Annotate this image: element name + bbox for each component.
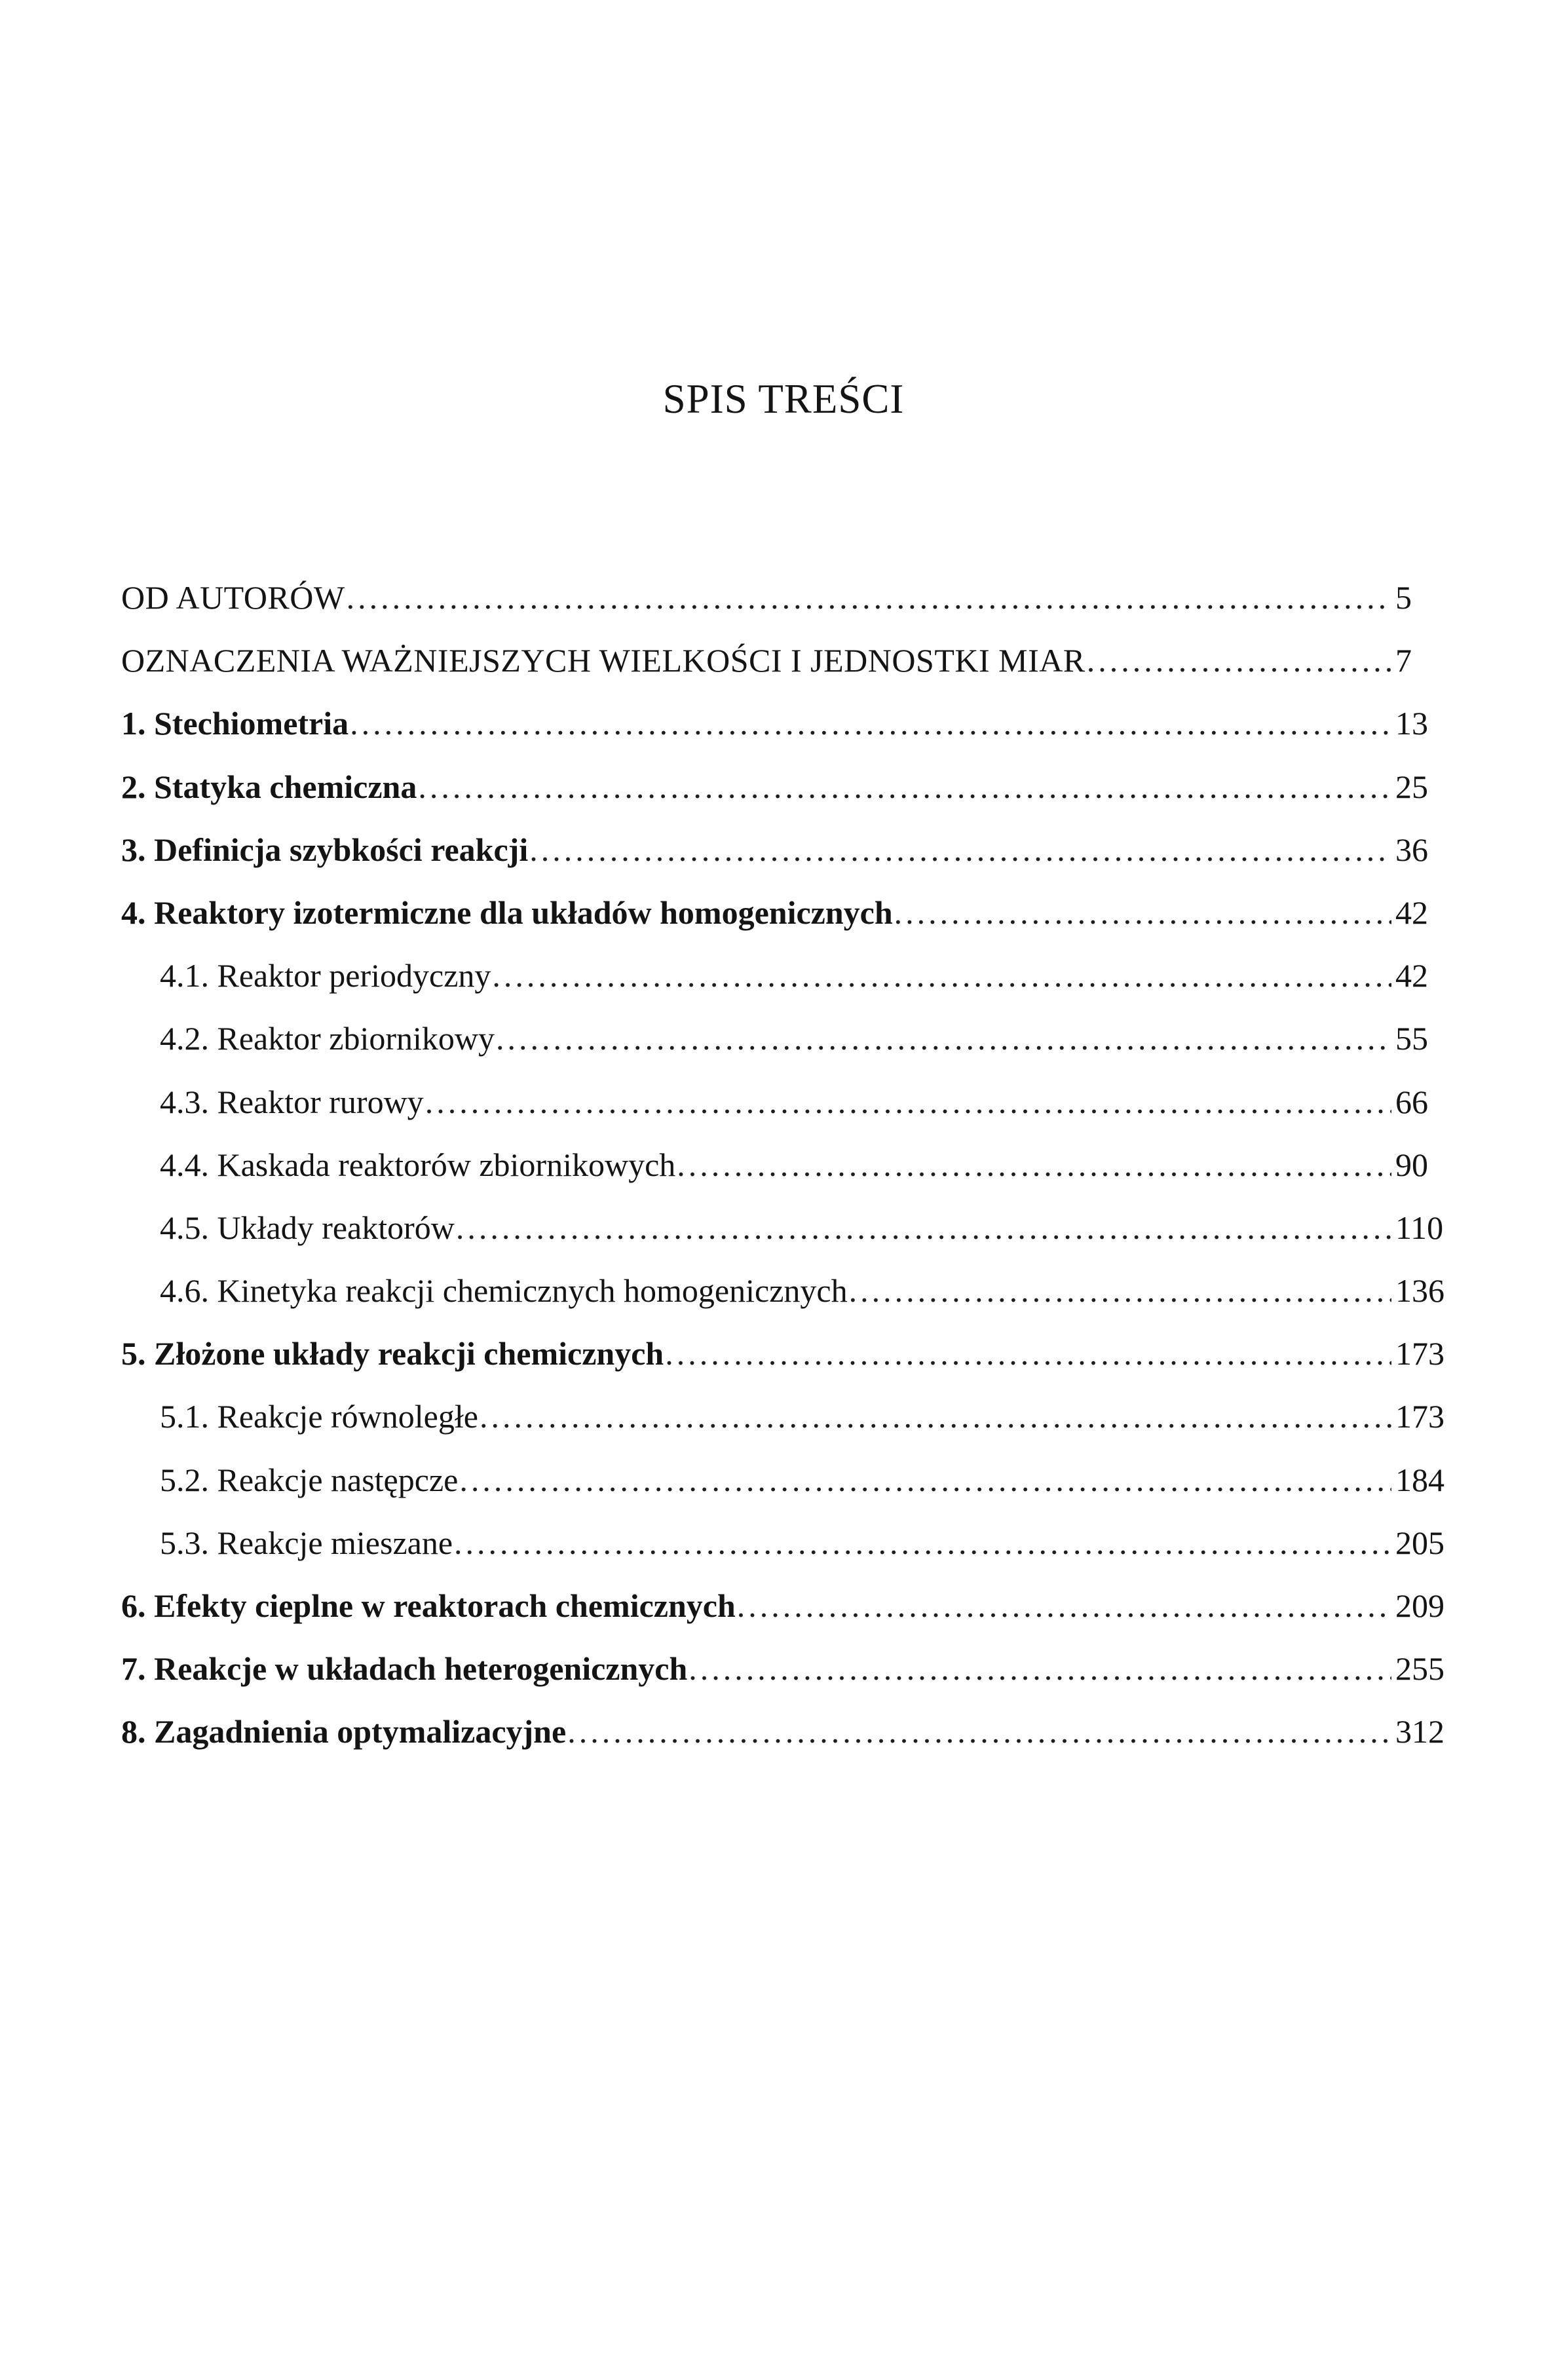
toc-entry-page: 255	[1395, 1650, 1444, 1688]
dot-leader	[350, 707, 1391, 740]
toc-entry-page: 13	[1395, 705, 1428, 742]
toc-entry-label: 4.6. Kinetyka reakcji chemicznych homogenicznych	[160, 1272, 848, 1310]
toc-entry-label: 5.3. Reakcje mieszane	[160, 1524, 453, 1561]
toc-entry-page: 90	[1395, 1146, 1428, 1183]
dot-leader	[492, 959, 1391, 992]
toc-entry-label: 4.5. Układy reaktorów	[160, 1209, 455, 1246]
toc-entry-chapter-8[interactable]	[121, 1715, 1464, 1778]
toc-entry-label: 4.2. Reaktor zbiornikowy	[160, 1020, 495, 1057]
dot-leader	[496, 1022, 1391, 1055]
toc-entry-section-4-4[interactable]	[121, 1148, 1464, 1211]
toc-entry-label: 3. Definicja szybkości reakcji	[121, 831, 529, 868]
toc-entry-section-4-1[interactable]	[121, 959, 1464, 1022]
dot-leader	[737, 1589, 1391, 1622]
dot-leader	[567, 1715, 1391, 1748]
toc-entry-label: 5. Złożone układy reakcji chemicznych	[121, 1335, 664, 1372]
toc-entry-label: 1. Stechiometria	[121, 705, 349, 742]
dot-leader	[459, 1464, 1391, 1496]
dot-leader	[347, 581, 1391, 614]
dot-leader	[425, 1086, 1391, 1118]
table-of-contents	[121, 581, 1464, 1779]
toc-entry-label: OZNACZENIA WAŻNIEJSZYCH WIELKOŚCI I JEDNOSTKI MIAR	[121, 642, 1086, 679]
toc-entry-page: 312	[1395, 1713, 1444, 1750]
page-title: SPIS TREŚCI	[662, 376, 905, 422]
toc-entry-label: 6. Efekty cieplne w reaktorach chemicznych	[121, 1587, 736, 1624]
toc-entry-label: 7. Reakcje w układach heterogenicznych	[121, 1650, 688, 1688]
toc-entry-page: 173	[1395, 1398, 1444, 1435]
toc-entry-page: 42	[1395, 894, 1428, 931]
toc-entry-label: 5.1. Reakcje równoległe	[160, 1398, 478, 1435]
toc-entry-page: 7	[1395, 642, 1412, 679]
toc-entry-page: 25	[1395, 768, 1428, 805]
toc-entry-page: 36	[1395, 831, 1428, 868]
dot-leader	[529, 833, 1391, 866]
toc-entry-section-5-1[interactable]	[121, 1400, 1464, 1463]
toc-entry-page: 66	[1395, 1083, 1428, 1120]
toc-entry-section-4-6[interactable]	[121, 1274, 1464, 1337]
dot-leader	[665, 1337, 1391, 1370]
toc-entry-chapter-2[interactable]	[121, 770, 1464, 833]
toc-entry-oznaczenia[interactable]	[121, 644, 1464, 707]
dot-leader	[689, 1652, 1391, 1685]
dot-leader	[677, 1148, 1391, 1181]
toc-entry-label: 4.4. Kaskada reaktorów zbiornikowych	[160, 1146, 676, 1183]
toc-entry-label: 5.2. Reakcje następcze	[160, 1461, 459, 1498]
toc-entry-label: 4. Reaktory izotermiczne dla układów homogenicznych	[121, 894, 893, 931]
toc-entry-page: 205	[1395, 1524, 1444, 1561]
dot-leader	[418, 770, 1391, 803]
toc-entry-chapter-4[interactable]	[121, 896, 1464, 959]
toc-entry-page: 209	[1395, 1587, 1444, 1624]
toc-entry-page: 42	[1395, 957, 1428, 994]
dot-leader	[456, 1211, 1391, 1244]
toc-entry-chapter-3[interactable]	[121, 833, 1464, 896]
toc-entry-chapter-7[interactable]	[121, 1652, 1464, 1715]
toc-entry-section-4-3[interactable]	[121, 1083, 1464, 1148]
toc-entry-page: 110	[1395, 1209, 1444, 1246]
toc-entry-page: 173	[1395, 1335, 1444, 1372]
dot-leader	[894, 896, 1391, 929]
toc-entry-section-4-2[interactable]	[121, 1022, 1464, 1085]
toc-entry-chapter-5[interactable]	[121, 1337, 1464, 1400]
dot-leader	[480, 1400, 1391, 1433]
toc-entry-page: 184	[1395, 1461, 1444, 1498]
toc-entry-section-4-5[interactable]	[121, 1211, 1464, 1274]
toc-entry-label: 8. Zagadnienia optymalizacyjne	[121, 1713, 567, 1750]
toc-entry-label: 4.3. Reaktor rurowy	[160, 1083, 424, 1120]
toc-entry-section-5-2[interactable]	[121, 1461, 1464, 1526]
toc-entry-label: OD AUTORÓW	[121, 579, 345, 616]
dot-leader	[849, 1274, 1391, 1307]
toc-entry-label: 2. Statyka chemiczna	[121, 768, 417, 805]
toc-entry-page: 5	[1395, 579, 1412, 616]
dot-leader	[1087, 644, 1391, 677]
toc-entry-od-autorow[interactable]	[121, 581, 1464, 644]
toc-entry-chapter-1[interactable]	[121, 707, 1464, 770]
toc-entry-section-5-3[interactable]	[121, 1526, 1464, 1589]
dot-leader	[454, 1526, 1391, 1559]
toc-entry-chapter-6[interactable]	[121, 1589, 1464, 1652]
toc-entry-label: 4.1. Reaktor periodyczny	[160, 957, 491, 994]
toc-entry-page: 55	[1395, 1020, 1428, 1057]
toc-entry-page: 136	[1395, 1272, 1444, 1310]
